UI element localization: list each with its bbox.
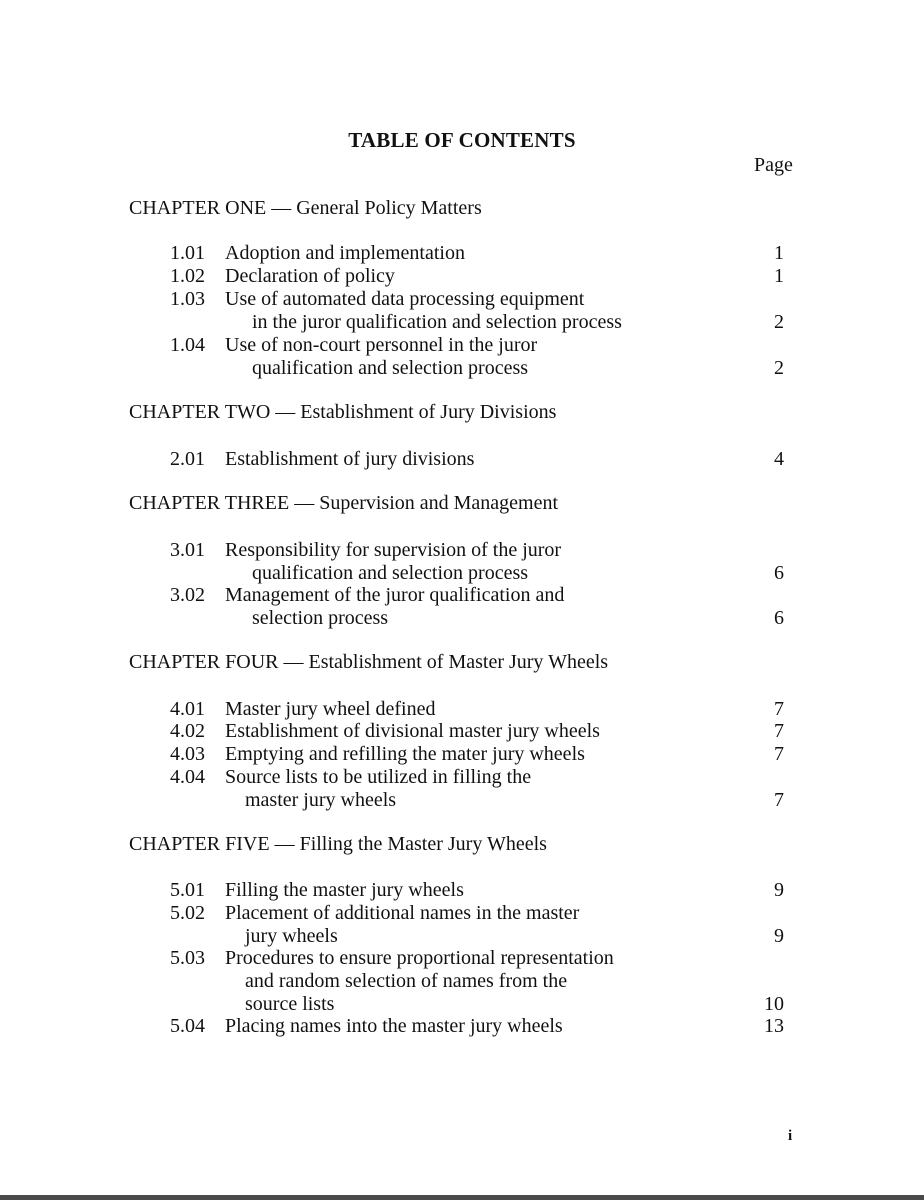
page-number: 4: [774, 448, 784, 470]
section-title: Filling the master jury wheels: [225, 879, 464, 901]
page-folio: i: [788, 1128, 793, 1144]
section-title-continuation: jury wheels: [245, 925, 338, 947]
page-number: 7: [774, 743, 784, 765]
section-title-continuation: selection process: [252, 607, 389, 629]
section-title: Adoption and implementation: [225, 242, 465, 264]
page-number: 9: [774, 925, 784, 947]
chapter-heading: CHAPTER FIVE — Filling the Master Jury Wheels: [129, 833, 547, 855]
page-number: 13: [764, 1015, 784, 1037]
section-number: 5.04: [170, 1015, 205, 1037]
section-title: Establishment of divisional master jury wheels: [225, 720, 600, 742]
section-title: Emptying and refilling the mater jury wheels: [225, 743, 585, 765]
page-number: 7: [774, 720, 784, 742]
section-number: 2.01: [170, 448, 205, 470]
page-number: 6: [774, 562, 784, 584]
section-number: 5.03: [170, 947, 205, 969]
section-title: Procedures to ensure proportional representation: [225, 947, 614, 969]
section-number: 3.01: [170, 539, 205, 561]
section-title: Placement of additional names in the master: [225, 902, 580, 924]
page-number: 9: [774, 879, 784, 901]
section-number: 5.01: [170, 879, 205, 901]
section-number: 4.04: [170, 766, 205, 788]
section-number: 3.02: [170, 584, 205, 606]
section-title-continuation: qualification and selection process: [252, 357, 529, 379]
page-number: 10: [764, 993, 784, 1015]
section-title-continuation: master jury wheels: [245, 789, 397, 811]
page-column-header: Page: [754, 154, 793, 176]
section-number: 1.03: [170, 288, 205, 310]
chapter-heading: CHAPTER ONE — General Policy Matters: [129, 197, 482, 219]
section-title: Use of non-court personnel in the juror: [225, 334, 538, 356]
page-number: 2: [774, 357, 784, 379]
section-title: Placing names into the master jury wheels: [225, 1015, 563, 1037]
section-title: Declaration of policy: [225, 265, 395, 287]
section-number: 1.02: [170, 265, 205, 287]
toc-title: TABLE OF CONTENTS: [348, 128, 576, 152]
section-number: 5.02: [170, 902, 205, 924]
page-bottom-edge: [0, 1195, 924, 1200]
section-title: Management of the juror qualification and: [225, 584, 565, 606]
chapter-heading: CHAPTER THREE — Supervision and Management: [129, 492, 559, 514]
section-number: 1.04: [170, 334, 205, 356]
section-title-continuation: and random selection of names from the: [245, 970, 568, 992]
section-title-continuation: in the juror qualification and selection process: [252, 311, 622, 333]
section-title: Master jury wheel defined: [225, 698, 436, 720]
chapter-heading: CHAPTER TWO — Establishment of Jury Divisions: [129, 401, 557, 423]
page-number: 1: [774, 242, 784, 264]
page-number: 6: [774, 607, 784, 629]
page-number: 2: [774, 311, 784, 333]
section-number: 4.02: [170, 720, 205, 742]
section-title: Source lists to be utilized in filling the: [225, 766, 532, 788]
page-number: 1: [774, 265, 784, 287]
page-number: 7: [774, 698, 784, 720]
section-number: 4.03: [170, 743, 205, 765]
section-title-continuation: qualification and selection process: [252, 562, 529, 584]
section-title: Responsibility for supervision of the juror: [225, 539, 562, 561]
section-title-continuation: source lists: [245, 993, 335, 1015]
section-title: Establishment of jury divisions: [225, 448, 475, 470]
chapter-heading: CHAPTER FOUR — Establishment of Master Jury Wheels: [129, 651, 609, 673]
section-title: Use of automated data processing equipment: [225, 288, 585, 310]
section-number: 4.01: [170, 698, 205, 720]
section-number: 1.01: [170, 242, 205, 264]
page-number: 7: [774, 789, 784, 811]
